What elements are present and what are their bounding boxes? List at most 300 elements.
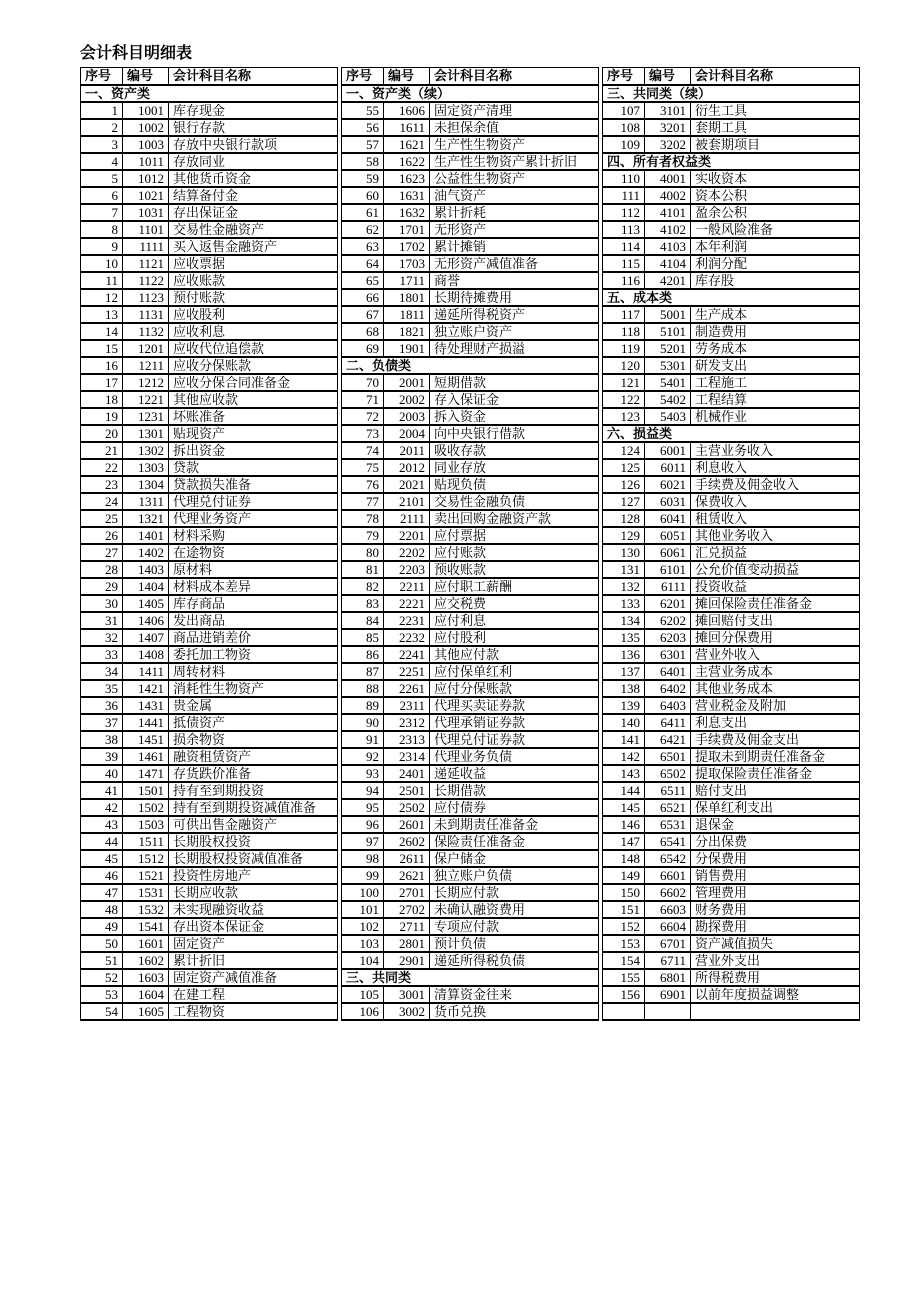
name-cell: 财务费用: [691, 901, 860, 918]
code-cell: 1304: [123, 476, 169, 493]
seq-cell: 37: [81, 714, 123, 731]
name-cell: 应付利息: [430, 612, 599, 629]
seq-cell: 66: [342, 289, 384, 306]
name-cell: 长期借款: [430, 782, 599, 799]
seq-cell: 98: [342, 850, 384, 867]
code-cell: 6041: [645, 510, 691, 527]
name-cell: 吸收存款: [430, 442, 599, 459]
seq-cell: 71: [342, 391, 384, 408]
name-cell: 工程施工: [691, 374, 860, 391]
subject-row: [603, 884, 860, 901]
subject-row: [342, 833, 599, 850]
code-cell: 2241: [384, 646, 430, 663]
section-label: 一、资产类（续）: [342, 85, 599, 102]
code-cell: 6411: [645, 714, 691, 731]
name-cell: 主营业务成本: [691, 663, 860, 680]
name-cell: 存出保证金: [169, 204, 338, 221]
subject-row: [603, 765, 860, 782]
name-cell: 所得税费用: [691, 969, 860, 986]
code-cell: 5201: [645, 340, 691, 357]
name-cell: 本年利润: [691, 238, 860, 255]
name-cell: 提取未到期责任准备金: [691, 748, 860, 765]
code-cell: [645, 1003, 691, 1020]
subject-row: [81, 578, 338, 595]
name-cell: 生产性生物资产: [430, 136, 599, 153]
code-cell: 1408: [123, 646, 169, 663]
name-cell: 未实现融资收益: [169, 901, 338, 918]
code-cell: 2711: [384, 918, 430, 935]
seq-cell: 26: [81, 527, 123, 544]
seq-cell: 128: [603, 510, 645, 527]
code-cell: 2702: [384, 901, 430, 918]
code-cell: 1503: [123, 816, 169, 833]
code-cell: 1623: [384, 170, 430, 187]
code-cell: 1801: [384, 289, 430, 306]
seq-cell: 38: [81, 731, 123, 748]
seq-cell: 72: [342, 408, 384, 425]
seq-cell: 93: [342, 765, 384, 782]
subject-row: [342, 527, 599, 544]
code-cell: 6502: [645, 765, 691, 782]
code-cell: 2004: [384, 425, 430, 442]
code-cell: 6602: [645, 884, 691, 901]
seq-cell: 63: [342, 238, 384, 255]
name-cell: 应收票据: [169, 255, 338, 272]
seq-cell: 144: [603, 782, 645, 799]
seq-cell: 35: [81, 680, 123, 697]
subject-row: [603, 748, 860, 765]
seq-cell: 40: [81, 765, 123, 782]
col-header-seq: 序号: [81, 68, 123, 85]
subject-row: [81, 340, 338, 357]
code-cell: 1404: [123, 578, 169, 595]
code-cell: 1003: [123, 136, 169, 153]
name-cell: 保单红利支出: [691, 799, 860, 816]
name-cell: 存入保证金: [430, 391, 599, 408]
code-cell: 1311: [123, 493, 169, 510]
seq-cell: 83: [342, 595, 384, 612]
seq-cell: 60: [342, 187, 384, 204]
name-cell: 银行存款: [169, 119, 338, 136]
subject-row: [342, 731, 599, 748]
name-cell: 投资性房地产: [169, 867, 338, 884]
seq-cell: 46: [81, 867, 123, 884]
seq-cell: 139: [603, 697, 645, 714]
subject-row: [81, 544, 338, 561]
seq-cell: 141: [603, 731, 645, 748]
code-cell: 1622: [384, 153, 430, 170]
seq-cell: 133: [603, 595, 645, 612]
subject-row: [342, 510, 599, 527]
name-cell: 长期应收款: [169, 884, 338, 901]
code-cell: 6111: [645, 578, 691, 595]
seq-cell: 57: [342, 136, 384, 153]
name-cell: 清算资金往来: [430, 986, 599, 1003]
code-cell: 5402: [645, 391, 691, 408]
subject-row: [342, 255, 599, 272]
code-cell: 2314: [384, 748, 430, 765]
name-cell: 公益性生物资产: [430, 170, 599, 187]
code-cell: 6011: [645, 459, 691, 476]
code-cell: 1001: [123, 102, 169, 119]
code-cell: 5403: [645, 408, 691, 425]
subject-row: [81, 850, 338, 867]
seq-cell: 89: [342, 697, 384, 714]
subject-row: [342, 646, 599, 663]
code-cell: 1031: [123, 204, 169, 221]
name-cell: 应付保单红利: [430, 663, 599, 680]
seq-cell: 56: [342, 119, 384, 136]
subject-row: [81, 374, 338, 391]
subject-row: [603, 731, 860, 748]
name-cell: 商誉: [430, 272, 599, 289]
seq-cell: 82: [342, 578, 384, 595]
subject-row: [603, 595, 860, 612]
subject-row: [342, 408, 599, 425]
code-cell: 1532: [123, 901, 169, 918]
code-cell: 5101: [645, 323, 691, 340]
code-cell: 2001: [384, 374, 430, 391]
subject-row: [603, 935, 860, 952]
subject-row: [603, 918, 860, 935]
seq-cell: 136: [603, 646, 645, 663]
subject-row: [342, 901, 599, 918]
seq-cell: 78: [342, 510, 384, 527]
code-cell: 6021: [645, 476, 691, 493]
name-cell: 贴现负债: [430, 476, 599, 493]
name-cell: 卖出回购金融资产款: [430, 510, 599, 527]
code-cell: 6521: [645, 799, 691, 816]
code-cell: 2601: [384, 816, 430, 833]
code-cell: 6001: [645, 442, 691, 459]
section-label: 一、资产类: [81, 85, 338, 102]
name-cell: 应收分保合同准备金: [169, 374, 338, 391]
code-cell: 1431: [123, 697, 169, 714]
code-cell: 1703: [384, 255, 430, 272]
seq-cell: 134: [603, 612, 645, 629]
subject-row: [603, 782, 860, 799]
seq-cell: 58: [342, 153, 384, 170]
subject-row: [342, 748, 599, 765]
subject-row: [603, 850, 860, 867]
subject-row: [342, 612, 599, 629]
seq-cell: 1: [81, 102, 123, 119]
code-cell: 2502: [384, 799, 430, 816]
seq-cell: 142: [603, 748, 645, 765]
subject-row: [342, 816, 599, 833]
empty-row: [603, 1003, 860, 1020]
name-cell: 库存商品: [169, 595, 338, 612]
code-cell: 1604: [123, 986, 169, 1003]
code-cell: 5401: [645, 374, 691, 391]
code-cell: 1301: [123, 425, 169, 442]
seq-cell: 92: [342, 748, 384, 765]
subject-row: [603, 663, 860, 680]
subject-row: [81, 238, 338, 255]
name-cell: 无形资产: [430, 221, 599, 238]
seq-cell: 114: [603, 238, 645, 255]
subject-row: [603, 799, 860, 816]
subject-row: [342, 187, 599, 204]
name-cell: 应收利息: [169, 323, 338, 340]
subject-row: [81, 136, 338, 153]
subject-row: [342, 306, 599, 323]
code-cell: 1123: [123, 289, 169, 306]
seq-cell: 12: [81, 289, 123, 306]
seq-cell: 155: [603, 969, 645, 986]
name-cell: 代理承销证券款: [430, 714, 599, 731]
code-cell: 1111: [123, 238, 169, 255]
name-cell: 专项应付款: [430, 918, 599, 935]
name-cell: 拆入资金: [430, 408, 599, 425]
code-cell: 6901: [645, 986, 691, 1003]
name-cell: 劳务成本: [691, 340, 860, 357]
subject-row: [81, 969, 338, 986]
seq-cell: 27: [81, 544, 123, 561]
subject-row: [81, 408, 338, 425]
subject-row: [342, 1003, 599, 1020]
page-title: 会计科目明细表: [80, 45, 193, 62]
name-cell: 贴现资产: [169, 425, 338, 442]
code-cell: 4101: [645, 204, 691, 221]
name-cell: 抵债资产: [169, 714, 338, 731]
subject-row: [81, 884, 338, 901]
name-cell: 应收账款: [169, 272, 338, 289]
seq-cell: 50: [81, 935, 123, 952]
name-cell: 应付票据: [430, 527, 599, 544]
seq-cell: 101: [342, 901, 384, 918]
code-cell: 6201: [645, 595, 691, 612]
subject-row: [81, 867, 338, 884]
subject-row: [603, 136, 860, 153]
subject-row: [81, 663, 338, 680]
seq-cell: 59: [342, 170, 384, 187]
seq-cell: 79: [342, 527, 384, 544]
subject-row: [342, 918, 599, 935]
code-cell: 3202: [645, 136, 691, 153]
subject-row: [81, 306, 338, 323]
seq-cell: 109: [603, 136, 645, 153]
seq-cell: 14: [81, 323, 123, 340]
seq-cell: 36: [81, 697, 123, 714]
seq-cell: 67: [342, 306, 384, 323]
code-cell: 3002: [384, 1003, 430, 1020]
subject-row: [603, 340, 860, 357]
seq-cell: 149: [603, 867, 645, 884]
code-cell: 2611: [384, 850, 430, 867]
subject-row: [603, 306, 860, 323]
subject-row: [603, 459, 860, 476]
code-cell: 4002: [645, 187, 691, 204]
name-cell: 工程物资: [169, 1003, 338, 1020]
seq-cell: 100: [342, 884, 384, 901]
subject-row: [81, 221, 338, 238]
code-cell: 2401: [384, 765, 430, 782]
seq-cell: 68: [342, 323, 384, 340]
seq-cell: 97: [342, 833, 384, 850]
subject-row: [81, 459, 338, 476]
name-cell: 消耗性生物资产: [169, 680, 338, 697]
seq-cell: 152: [603, 918, 645, 935]
name-cell: 盈余公积: [691, 204, 860, 221]
seq-cell: 24: [81, 493, 123, 510]
name-cell: 油气资产: [430, 187, 599, 204]
name-cell: 融资租赁资产: [169, 748, 338, 765]
code-cell: 2312: [384, 714, 430, 731]
seq-cell: 5: [81, 170, 123, 187]
subject-row: [603, 833, 860, 850]
subject-row: [81, 935, 338, 952]
seq-cell: 96: [342, 816, 384, 833]
code-cell: 2602: [384, 833, 430, 850]
name-cell: 固定资产清理: [430, 102, 599, 119]
section-label: 二、负债类: [342, 357, 599, 374]
subject-row: [603, 561, 860, 578]
name-cell: 以前年度损益调整: [691, 986, 860, 1003]
subject-row: [603, 391, 860, 408]
subject-row: [342, 221, 599, 238]
subject-row: [342, 238, 599, 255]
name-cell: 商品进销差价: [169, 629, 338, 646]
subject-row: [81, 391, 338, 408]
seq-cell: 106: [342, 1003, 384, 1020]
seq-cell: 91: [342, 731, 384, 748]
name-cell: 利息收入: [691, 459, 860, 476]
code-cell: 1132: [123, 323, 169, 340]
name-cell: 制造费用: [691, 323, 860, 340]
subject-row: [342, 867, 599, 884]
name-cell: 销售费用: [691, 867, 860, 884]
subject-row: [81, 425, 338, 442]
name-cell: 预计负债: [430, 935, 599, 952]
code-cell: 1303: [123, 459, 169, 476]
name-cell: 衍生工具: [691, 102, 860, 119]
name-cell: 贵金属: [169, 697, 338, 714]
code-cell: 1411: [123, 663, 169, 680]
code-cell: 1471: [123, 765, 169, 782]
seq-cell: 31: [81, 612, 123, 629]
subject-row: [603, 255, 860, 272]
subject-row: [342, 561, 599, 578]
name-cell: 保费收入: [691, 493, 860, 510]
seq-cell: 138: [603, 680, 645, 697]
seq-cell: 95: [342, 799, 384, 816]
subject-table-1: [80, 67, 338, 1021]
seq-cell: 34: [81, 663, 123, 680]
subject-row: [81, 357, 338, 374]
subject-row: [603, 714, 860, 731]
seq-cell: 73: [342, 425, 384, 442]
seq-cell: 117: [603, 306, 645, 323]
code-cell: 1101: [123, 221, 169, 238]
section-row: [603, 153, 860, 170]
section-label: 三、共同类（续）: [603, 85, 860, 102]
name-cell: 未到期责任准备金: [430, 816, 599, 833]
seq-cell: 110: [603, 170, 645, 187]
subject-row: [603, 493, 860, 510]
code-cell: 1461: [123, 748, 169, 765]
name-cell: 机械作业: [691, 408, 860, 425]
name-cell: 递延收益: [430, 765, 599, 782]
seq-cell: 11: [81, 272, 123, 289]
name-cell: 其他业务成本: [691, 680, 860, 697]
subject-row: [342, 119, 599, 136]
subject-row: [342, 136, 599, 153]
subject-row: [342, 425, 599, 442]
name-cell: 独立账户负债: [430, 867, 599, 884]
subject-row: [81, 782, 338, 799]
name-cell: 结算备付金: [169, 187, 338, 204]
subject-row: [81, 323, 338, 340]
name-cell: 材料采购: [169, 527, 338, 544]
subject-row: [603, 527, 860, 544]
name-cell: 坏账准备: [169, 408, 338, 425]
subject-row: [603, 867, 860, 884]
subject-row: [81, 901, 338, 918]
seq-cell: 116: [603, 272, 645, 289]
name-cell: 持有至到期投资: [169, 782, 338, 799]
seq-cell: 90: [342, 714, 384, 731]
name-cell: 贷款: [169, 459, 338, 476]
name-cell: 买入返售金融资产: [169, 238, 338, 255]
seq-cell: 127: [603, 493, 645, 510]
name-cell: 原材料: [169, 561, 338, 578]
subject-row: [603, 697, 860, 714]
code-cell: 1405: [123, 595, 169, 612]
code-cell: 1002: [123, 119, 169, 136]
seq-cell: 140: [603, 714, 645, 731]
name-cell: 应付债券: [430, 799, 599, 816]
subject-row: [342, 374, 599, 391]
subject-row: [81, 816, 338, 833]
seq-cell: 103: [342, 935, 384, 952]
seq-cell: 7: [81, 204, 123, 221]
code-cell: 1632: [384, 204, 430, 221]
seq-cell: 4: [81, 153, 123, 170]
seq-cell: 65: [342, 272, 384, 289]
name-cell: 生产成本: [691, 306, 860, 323]
seq-cell: 47: [81, 884, 123, 901]
code-cell: 5001: [645, 306, 691, 323]
subject-row: [603, 612, 860, 629]
code-cell: 1901: [384, 340, 430, 357]
seq-cell: 20: [81, 425, 123, 442]
code-cell: 1321: [123, 510, 169, 527]
name-cell: 手续费及佣金收入: [691, 476, 860, 493]
subject-row: [81, 510, 338, 527]
code-cell: 6061: [645, 544, 691, 561]
subject-row: [603, 357, 860, 374]
name-cell: 存出资本保证金: [169, 918, 338, 935]
code-cell: 1511: [123, 833, 169, 850]
code-cell: 2801: [384, 935, 430, 952]
name-cell: 累计摊销: [430, 238, 599, 255]
code-cell: 2021: [384, 476, 430, 493]
seq-cell: 49: [81, 918, 123, 935]
seq-cell: 53: [81, 986, 123, 1003]
code-cell: 2251: [384, 663, 430, 680]
subject-row: [81, 612, 338, 629]
name-cell: 待处理财产损溢: [430, 340, 599, 357]
code-cell: 2002: [384, 391, 430, 408]
name-cell: 摊回赔付支出: [691, 612, 860, 629]
subject-row: [603, 510, 860, 527]
name-cell: 应付职工薪酬: [430, 578, 599, 595]
seq-cell: 102: [342, 918, 384, 935]
seq-cell: 43: [81, 816, 123, 833]
name-cell: 保险责任准备金: [430, 833, 599, 850]
subject-row: [81, 833, 338, 850]
